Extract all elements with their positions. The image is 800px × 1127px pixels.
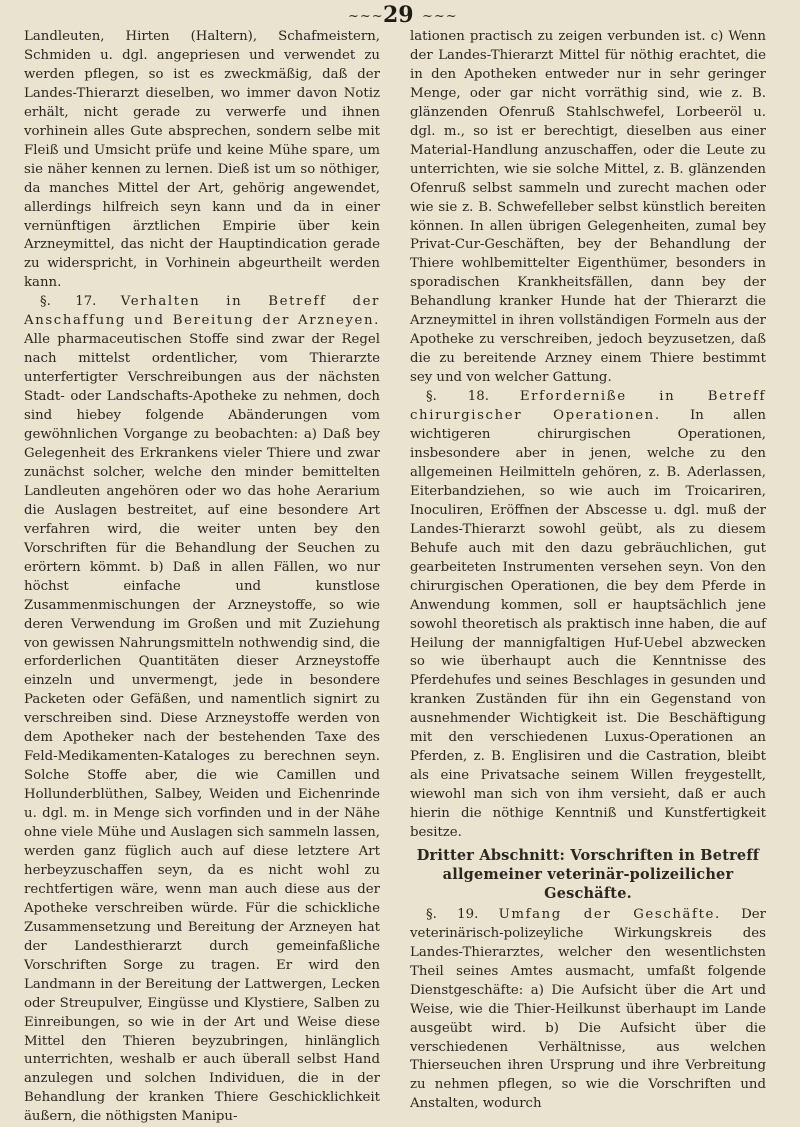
page-number: 29 — [383, 2, 414, 28]
paragraph-continuation: Landleuten, Hirten (Haltern), Schafmeistern, Schmiden u. dgl. angepriesen und verwendet zu werden pflegen, so ist es zweckmäßig, daß der Landes-Thierarzt dieselben, wo immer davon Notiz erhält, nicht gerade zu verwerfe und ihnen vorhinein alles Gute absprechen, sondern selbe mit Fleiß und Umsicht prüfe und keine Mühe spare, um sie näher kennen zu lernen. Dieß ist um so nöthiger, da manches Mittel der Art, gehörig angewendet, allerdings hilfreich seyn kann und da in einer vernünftigen ärztlichen Empirie über kein Arzneymittel, das nicht der Hauptindication gerade zu widerspricht, in Vorhinein abgeurtheilt werden kann. — [24, 29, 380, 291]
section-body: In allen wichtigeren chirurgischen Operationen, insbesondere aber in jenen, welche zu den allgemeinen Heilmitteln gehören, z. B. Aderlassen, Eiterbandziehen, so wie auch im Troicariren, Inoculiren, Eröffnen der Abscesse u. dgl. muß der Landes-Thierarzt sowohl geübt, als zu diesem Behufe auch mit den dazu gebräuchlichen, gut gearbeiteten Instrumenten versehen seyn. Von den chirurgischen Operationen, die bey dem Pferde in Anwendung kommen, soll er hauptsächlich jene sowohl theoretisch als praktisch inne haben, die auf Heilung der mannigfaltigen Huf-Uebel abzwecken so wie überhaupt auch die Kenntnisse des Pferdehufes und seines Beschlages in gesunden und kranken Zuständen für ihn ein Gegenstand von ausnehmender Wichtigkeit ist. Die Beschäftigung mit den verschiedenen Luxus-Operationen an Pferden, z. B. Englisiren und die Castration, bleibt als eine Privatsache seinem Willen freygestellt, wiewohl man sich von ihm versieht, daß er auch hierin die nöthige Kenntniß und Kunstfertigkeit besitze. — [410, 408, 766, 841]
section-number: §. 17. — [40, 294, 97, 310]
header-ornament-right: ~~~ — [422, 9, 458, 24]
section-body: Der veterinärisch-polizeyliche Wirkungskreis des Landes-Thierarztes, welcher den wesentlichsten Theil seines Amtes ausmacht, umfaßt folgende Dienstgeschäfte: a) Die Aufsicht über die Art und Weise, wie die Thier-Heilkunst überhaupt im Lande ausgeübt wird. b) Die Aufsicht über die verschiedenen Verhältnisse, aus welchen Thierseuchen ihren Ursprung und ihre Verbreitung zu nehmen pflegen, so wie die Vorschriften und Anstalten, wodurch — [410, 906, 766, 1112]
header-ornament-left: ~~~ — [348, 9, 384, 24]
section-number: §. 19. — [426, 906, 479, 922]
chapter-heading: Dritter Abschnitt: Vorschriften in Betreff allgemeiner veterinär-polizeilicher Geschäfte. — [416, 846, 760, 902]
section-number: §. 18. — [426, 389, 489, 405]
section-17 — [24, 293, 380, 1127]
section-body: Alle pharmaceutischen Stoffe sind zwar der Regel nach mittelst ordentlicher, vom Thierarzte unterfertigter Verschreibungen aus der nächsten Stadt- oder Landschafts-Apotheke zu nehmen, doch sind hiebey folgende Abänderungen vom gewöhnlichen Vorgange zu beobachten: a) Daß bey Gelegenheit des Erkrankens vieler Thiere und zwar zunächst solcher, welche den minder bemittelten Landleuten angehören oder wo das hohe Aerarium die Auslagen bestreitet, auf eine besondere Art verfahren wird, die weiter unten bey den Vorschriften für die Behandlung der Seuchen zu erörtern kömmt. b) Daß in allen Fällen, wo nur höchst einfache und kunstlose Zusammenmischungen der Arzneystoffe, so wie deren Verwendung im Großen und mit Zuziehung von gewissen Nahrungsmitteln nothwendig sind, die erforderlichen Quantitäten dieser Arzneystoffe einzeln und unvermengt, jede in besondere Packeten oder Gefäßen, und namentlich signirt zu verschreiben sind. Diese Arzneystoffe werden von dem Apotheker nach der bestehenden Taxe des Feld-Medikamenten-Kataloges zu berechnen seyn. Solche Stoffe aber, die wie Camillen und Hollunderblüthen, Salbey, Weiden und Eichenrinde u. dgl. m. in Menge sich vorfinden und in der Nähe ohne viele Mühe und Auslagen sich sammeln lassen, werden ganz füglich auch auf diese letztere Art herbeyzuschaffen seyn, da es nicht wohl zu rechtfertigen wäre, wenn man auch diese aus der Apotheke verschreiben würde. Für die schickliche Zusammensetzung und Bereitung der Arzneyen hat der Landesthierarzt durch gemeinfaßliche Vorschriften Sorge zu tragen. Er wird den Landmann in der Bereitung der Lattwergen, Lecken oder Streupulver, Eingüsse und Klystiere, Salben zu Einreibungen, so wie in der Art und Weise diese Mittel den Thieren beyzubringen, hinlänglich unterrichten, weshalb er auch überall selbst Hand anzulegen und solchen Individuen, die in der Behandlung der kranken Thiere Geschicklichkeit äußern, die nöthigsten Manipu- — [24, 332, 380, 1125]
page-header — [0, 2, 800, 28]
section-heading: Umfang der Geschäfte. — [498, 906, 721, 922]
right-column — [410, 28, 766, 1112]
section-heading: Erforderniße in Betreff chirurgischer Operationen. — [410, 389, 766, 424]
section-heading: Verhalten in Betreff der Anschaffung und Bereitung der Arzneyen. — [24, 294, 380, 329]
section-18 — [410, 388, 766, 843]
section-19 — [410, 906, 766, 1114]
left-column — [24, 28, 380, 1125]
paragraph-continuation: lationen practisch zu zeigen verbunden ist. c) Wenn der Landes-Thierarzt Mittel für nöthig erachtet, die in den Apotheken entweder nur in sehr geringer Menge, oder gar nicht vorräthig sind, wie z. B. glänzenden Ofenruß Stahlschwefel, Lorbeeröl u. dgl. m., so ist er berechtigt, dieselben aus einer Material-Handlung anzuschaffen, oder die Leute zu unterrichten, wie sie solche Mittel, z. B. glänzenden Ofenruß selbst sammeln und zurecht machen oder wie sie z. B. Schwefelleber selbst künstlich bereiten können. In allen übrigen Gelegenheiten, zumal bey Privat-Cur-Geschäften, bey der Behandlung der Thiere wohlbemittelter Eigenthümer, besonders in sporadischen Krankheitsfällen, dann bey der Behandlung kranker Hunde hat der Thierarzt die Arzneymittel in ihren vollständigen Formeln aus der Apotheke zu verschreiben, jedoch beyzusetzen, daß die zu bereitende Arzney einem Thiere bestimmt sey und von welcher Gattung. — [410, 29, 766, 386]
